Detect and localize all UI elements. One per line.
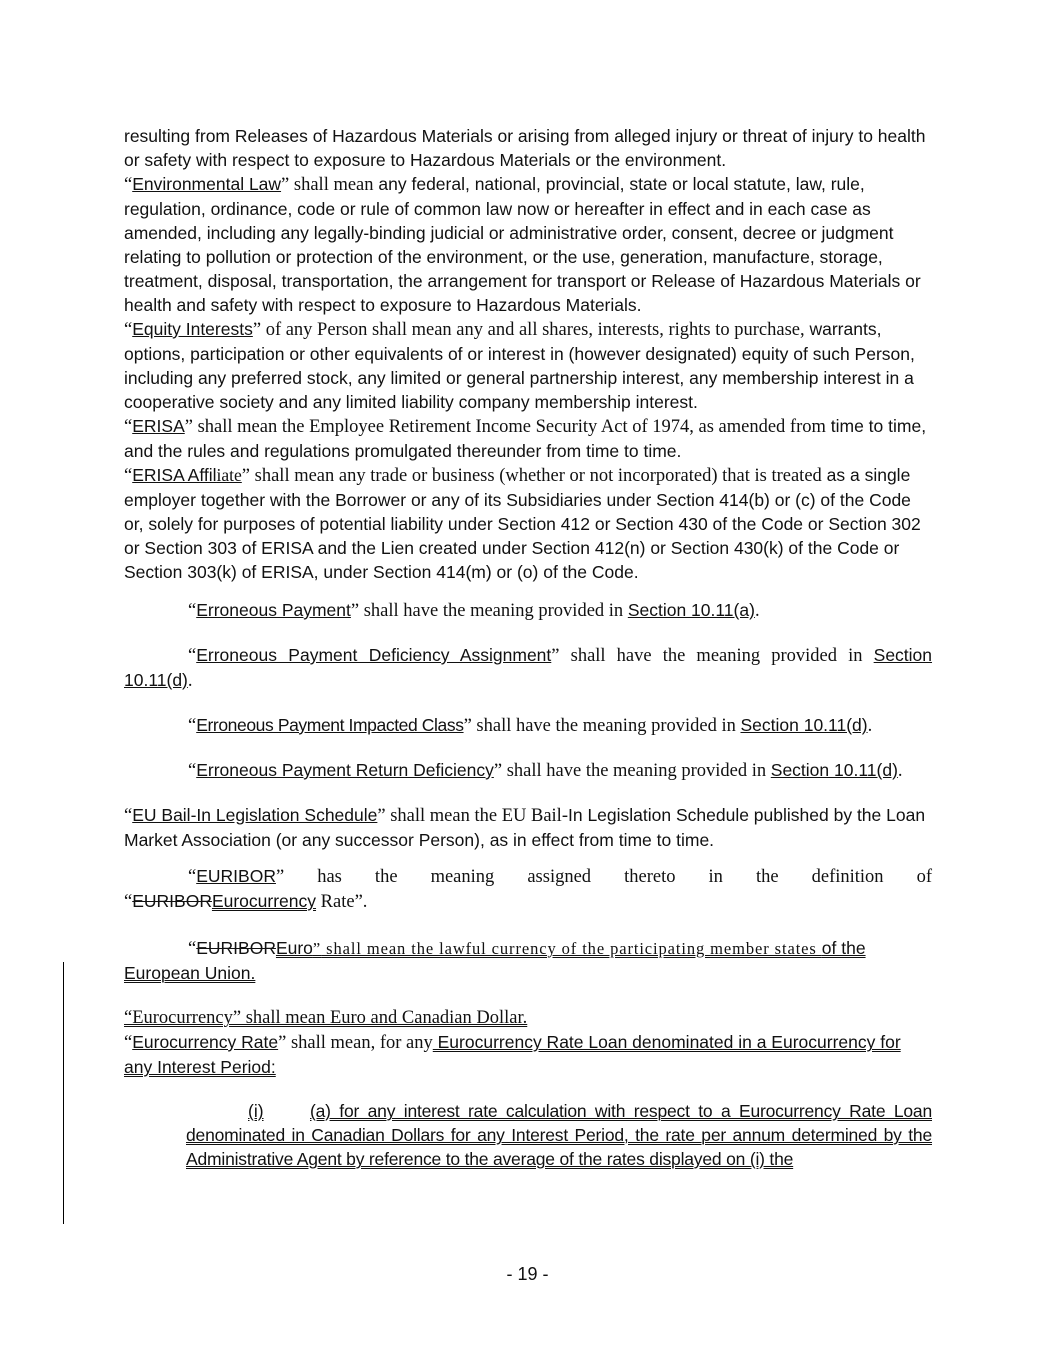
defined-term: Eurocurrency Rate <box>132 1032 279 1052</box>
definition-body: time to time, and the rules and regulations promulgated thereunder from time to time. <box>124 416 927 461</box>
continuation-text: resulting from Releases of Hazardous Materials or arising from alleged injury or threat of injury to health or safety with respect to exposure to Hazardous Materials or the environment. <box>124 126 926 170</box>
defined-term: ERISA <box>132 416 185 436</box>
definition-euro: “EURIBOREuro” shall mean the lawful currency of the participating member states of the European Union. <box>124 938 866 983</box>
definition-eurocurrency-rate: “Eurocurrency Rate” shall mean, for any Eurocurrency Rate Loan denominated in a Eurocurrency for any Interest Period: <box>124 1032 901 1077</box>
section-reference: Section 10.11(d) <box>124 645 933 690</box>
defined-term: Erroneous Payment Deficiency Assignment <box>196 645 552 665</box>
deleted-text: EURIBOR <box>132 891 212 911</box>
section-reference: Section 10.11(a) <box>627 600 755 620</box>
inserted-text: Eurocurrency <box>211 891 317 911</box>
definition-eurocurrency <box>124 1005 932 1030</box>
paragraph-continuation <box>124 124 932 172</box>
defined-term: Equity Interests <box>132 319 253 339</box>
inserted-text: “Eurocurrency” shall mean Euro and Canadian Dollar. <box>124 1008 528 1028</box>
definition-eu-bail-in: “EU Bail-In Legislation Schedule” shall mean the EU Bail-In Legislation Schedule published by the Loan Market Association (or any successor Person), as in effect from time to time. <box>124 805 926 850</box>
definition-erroneous-payment-impacted-class: “Erroneous Payment Impacted Class” shall have the meaning provided in Section 10.11(d). <box>188 715 873 736</box>
defined-term: EU Bail-In Legislation Schedule <box>132 805 378 825</box>
definition-erroneous-payment: “Erroneous Payment” shall have the meaning provided in Section 10.11(a). <box>188 600 760 621</box>
defined-term: Erroneous Payment Return Deficiency <box>196 760 494 780</box>
definition-environmental-law: “Environmental Law” shall mean any federal, national, provincial, state or local statute, law, rule, regulation, ordinance, code or rule of common law now or hereafter in effect and in each case as amended, including any legally-binding judicial or administrative order, consent, decree or judgment relating to pollution or protection of the environment, or the use, generation, manufacture, storage, treatment, disposal, transportation, the arrangement for transport or Release of Hazardous Materials or health and safety with respect to exposure to Hazardous Materials. <box>124 174 921 315</box>
document-page <box>124 124 932 1171</box>
defined-term: Environmental Law <box>132 174 282 194</box>
clause-number: (i) <box>248 1101 264 1121</box>
definition-body: as a single employer together with the Borrower or any of its Subsidiaries under Section 414(b) or (c) of the Code or, solely for purposes of potential liability under Section 412 or Section 430 of the Code or Section 302 or Section 303 of ERISA and the Lien created under Section 412(n) or Section 430(k) of the Code or Section 303(k) of ERISA, under Section 414(m) or (o) of the Code. <box>124 465 921 582</box>
definition-erroneous-payment-return-deficiency: “Erroneous Payment Return Deficiency” shall have the meaning provided in Section 10.11(d). <box>188 760 903 781</box>
definition-body: any federal, national, provincial, state or local statute, law, rule, regulation, ordinance, code or rule of common law now or hereafter in effect and in each case as amended, including any legally-binding judicial or administrative order, consent, decree or judgment relating to pollution or protection of the environment, or the use, generation, manufacture, storage, treatment, disposal, transportation, the arrangement for transport or Release of Hazardous Materials or health and safety with respect to exposure to Hazardous Materials. <box>124 174 921 315</box>
definition-erisa: “ERISA” shall mean the Employee Retirement Income Security Act of 1974, as amended from time to time, and the rules and regulations promulgated thereunder from time to time. <box>124 416 927 461</box>
definition-euribor: “EURIBOR” has the meaning assigned thereto in the definition of <box>188 866 932 887</box>
definition-verb: of any Person shall mean any and all shares, interests, rights to purchase, <box>261 320 805 340</box>
definition-body: warrants, options, participation or other equivalents of or interest in (however designated) equity of such Person, including any preferred stock, any limited or general partnership interest, any membership interest in a cooperative society and any limited liability company membership interest. <box>124 319 915 412</box>
section-reference: Section 10.11(d) <box>770 760 898 780</box>
definition-erroneous-payment-deficiency-assignment: “Erroneous Payment Deficiency Assignment” shall have the meaning provided in Section 10.11(d). <box>124 645 933 691</box>
clause-text: (a) for any interest rate calculation with respect to a Eurocurrency Rate Loan denominated in Canadian Dollars for any Interest Period, the rate per annum determined by the Administrative Agent by reference to the average of the rates displayed on (i) the <box>186 1101 932 1169</box>
page-number: - 19 - <box>506 1264 549 1284</box>
definition-erisa-affiliate: “ERISA Affiliate” shall mean any trade or business (whether or not incorporated) that is treated as a single employer together with the Borrower or any of its Subsidiaries under Section 414(b) or (c) of the Code or, solely for purposes of potential liability under Section 412 or Section 430 of the Code or Section 302 or Section 303 of ERISA and the Lien created under Section 412(n) or Section 430(k) of the Code or Section 303(k) of ERISA, under Section 414(m) or (o) of the Code. <box>124 465 921 582</box>
definition-verb: shall mean the EU Bail- <box>385 806 568 826</box>
clause-i <box>186 1099 932 1171</box>
defined-term: ERISA Affiliate <box>132 465 242 485</box>
revision-change-bar <box>63 962 64 1224</box>
definition-euribor-cont: “EURIBOREurocurrency Rate”. <box>124 891 368 912</box>
definition-verb: shall mean <box>289 175 374 195</box>
definition-equity-interests: “Equity Interests” of any Person shall mean any and all shares, interests, rights to purchase, warrants, options, participation or other equivalents of or interest in (however designated) equity of such Person, including any preferred stock, any limited or general partnership interest, any membership interest in a cooperative society and any limited liability company membership interest. <box>124 319 915 412</box>
inserted-text: Eurocurrency Rate Loan denominated in a Eurocurrency for any Interest Period: <box>124 1032 901 1077</box>
inserted-text: Euro” shall mean the lawful currency of the participating member states of the European Union. <box>124 938 866 983</box>
definition-verb: shall mean the Employee Retirement Income Security Act of 1974, as amended from <box>192 417 826 437</box>
defined-term: Erroneous Payment Impacted Class <box>196 715 464 735</box>
deleted-text: EURIBOR <box>196 938 276 958</box>
defined-term: Erroneous Payment <box>196 600 351 620</box>
definition-body: In Legislation Schedule published by the Loan Market Association (or any successor Person), as in effect from time to time. <box>124 805 926 850</box>
section-reference: Section 10.11(d) <box>740 715 868 735</box>
definition-verb: shall mean any trade or business (whether or not incorporated) that is treated <box>250 466 822 486</box>
defined-term: EURIBOR <box>196 866 276 886</box>
